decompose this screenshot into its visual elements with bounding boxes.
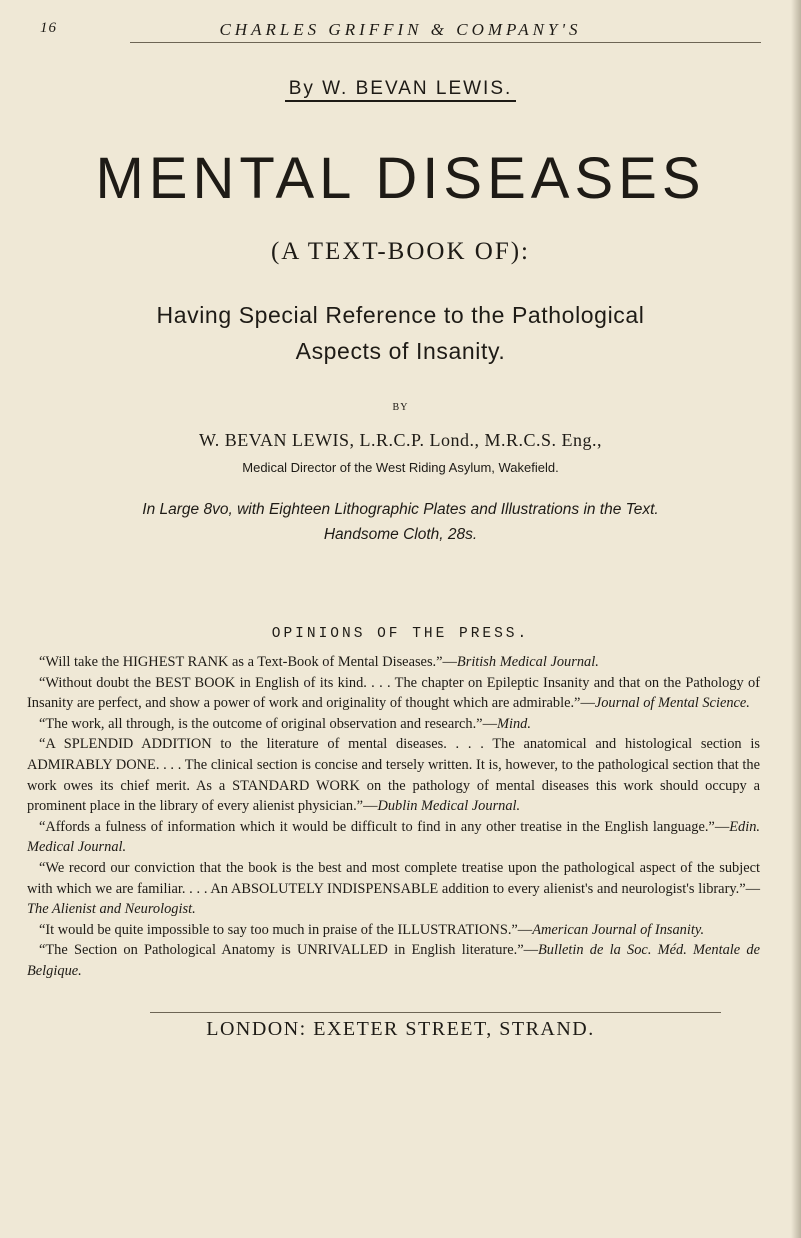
review-source: Journal of Mental Science. [594, 695, 750, 712]
review-item [27, 858, 760, 920]
review-item [27, 817, 760, 858]
footer-rule [150, 1012, 721, 1013]
book-title: MENTAL DISEASES [95, 146, 706, 211]
review-text: “We record our conviction that the book is the best and most complete treatise upon the pathological aspect of the subject with which we are familiar. . . . An ABSOLUTELY INDISPENSABLE addition to every alienist's and neurologist's library.”— [27, 859, 760, 897]
review-item [27, 940, 760, 981]
review-source: Mind. [496, 715, 531, 732]
review-text: “The Section on Pathological Anatomy is UNRIVALLED in English literature.”— [39, 942, 539, 959]
page-edge-shadow [791, 0, 801, 1238]
review-text: “Affords a fulness of information which it would be difficult to find in any other treatise in the English language.”— [39, 818, 730, 835]
review-item [27, 652, 760, 673]
tagline-line-2: Aspects of Insanity. [295, 338, 506, 364]
review-source: Dublin Medical Journal. [377, 798, 521, 815]
by-line-text: By W. BEVAN LEWIS. [285, 78, 517, 102]
by-label: BY [392, 402, 409, 413]
press-reviews [27, 652, 760, 982]
book-subtitle: (A TEXT-BOOK OF): [270, 238, 530, 265]
publisher-address: LONDON: EXETER STREET, STRAND. [206, 1018, 595, 1040]
publisher-heading: CHARLES GRIFFIN & COMPANY'S [219, 20, 582, 39]
review-text: “Will take the HIGHEST RANK as a Text-Book of Mental Diseases.”— [39, 654, 457, 670]
by-line [0, 78, 801, 100]
review-item [27, 714, 760, 735]
review-source: British Medical Journal. [456, 654, 599, 670]
review-text: “A SPLENDID ADDITION to the literature of mental diseases. . . . The anatomical and histological section is ADMIRABLY DONE. . . . The clinical section is concise and tersely written. It is, however, to the pathological section that the work owes its chief merit. As a STANDARD WORK on the pathology of mental diseases this work should occupy a prominent place in the library of every alienist physician.”— [27, 736, 760, 815]
format-line-1: In Large 8vo, with Eighteen Lithographic Plates and Illustrations in the Text. [142, 501, 659, 518]
review-source: The Alienist and Neurologist. [27, 901, 196, 918]
author-credentials: W. BEVAN LEWIS, L.R.C.P. Lond., M.R.C.S. Eng., [198, 430, 603, 450]
review-source: American Journal of Insanity. [532, 921, 705, 938]
review-text: “Without doubt the BEST BOOK in English of its kind. . . . The chapter on Epileptic Insanity and that on the Pathology of Insanity are perfect, and show a power of work and originality of thought which are admirable.”— [27, 674, 760, 712]
header-rule [130, 42, 761, 43]
edition-format [0, 497, 801, 547]
review-source: Edin. Medical Journal. [27, 818, 760, 856]
running-head [40, 20, 761, 42]
format-line-2: Handsome Cloth, 28s. [323, 526, 478, 543]
tagline [0, 297, 801, 369]
review-text: “It would be quite impossible to say too much in praise of the ILLUSTRATIONS.”— [39, 921, 533, 938]
review-text: “The work, all through, is the outcome of original observation and research.”— [39, 715, 497, 732]
review-item [27, 920, 760, 941]
page-number: 16 [40, 20, 57, 36]
author-affiliation: Medical Director of the West Riding Asylum, Wakefield. [242, 460, 559, 475]
tagline-line-1: Having Special Reference to the Pathological [156, 302, 645, 328]
review-item [27, 673, 760, 714]
review-source: Bulletin de la Soc. Méd. Mentale de Belgique. [27, 942, 760, 979]
opinions-heading: OPINIONS OF THE PRESS. [271, 626, 530, 642]
review-item [27, 734, 760, 816]
